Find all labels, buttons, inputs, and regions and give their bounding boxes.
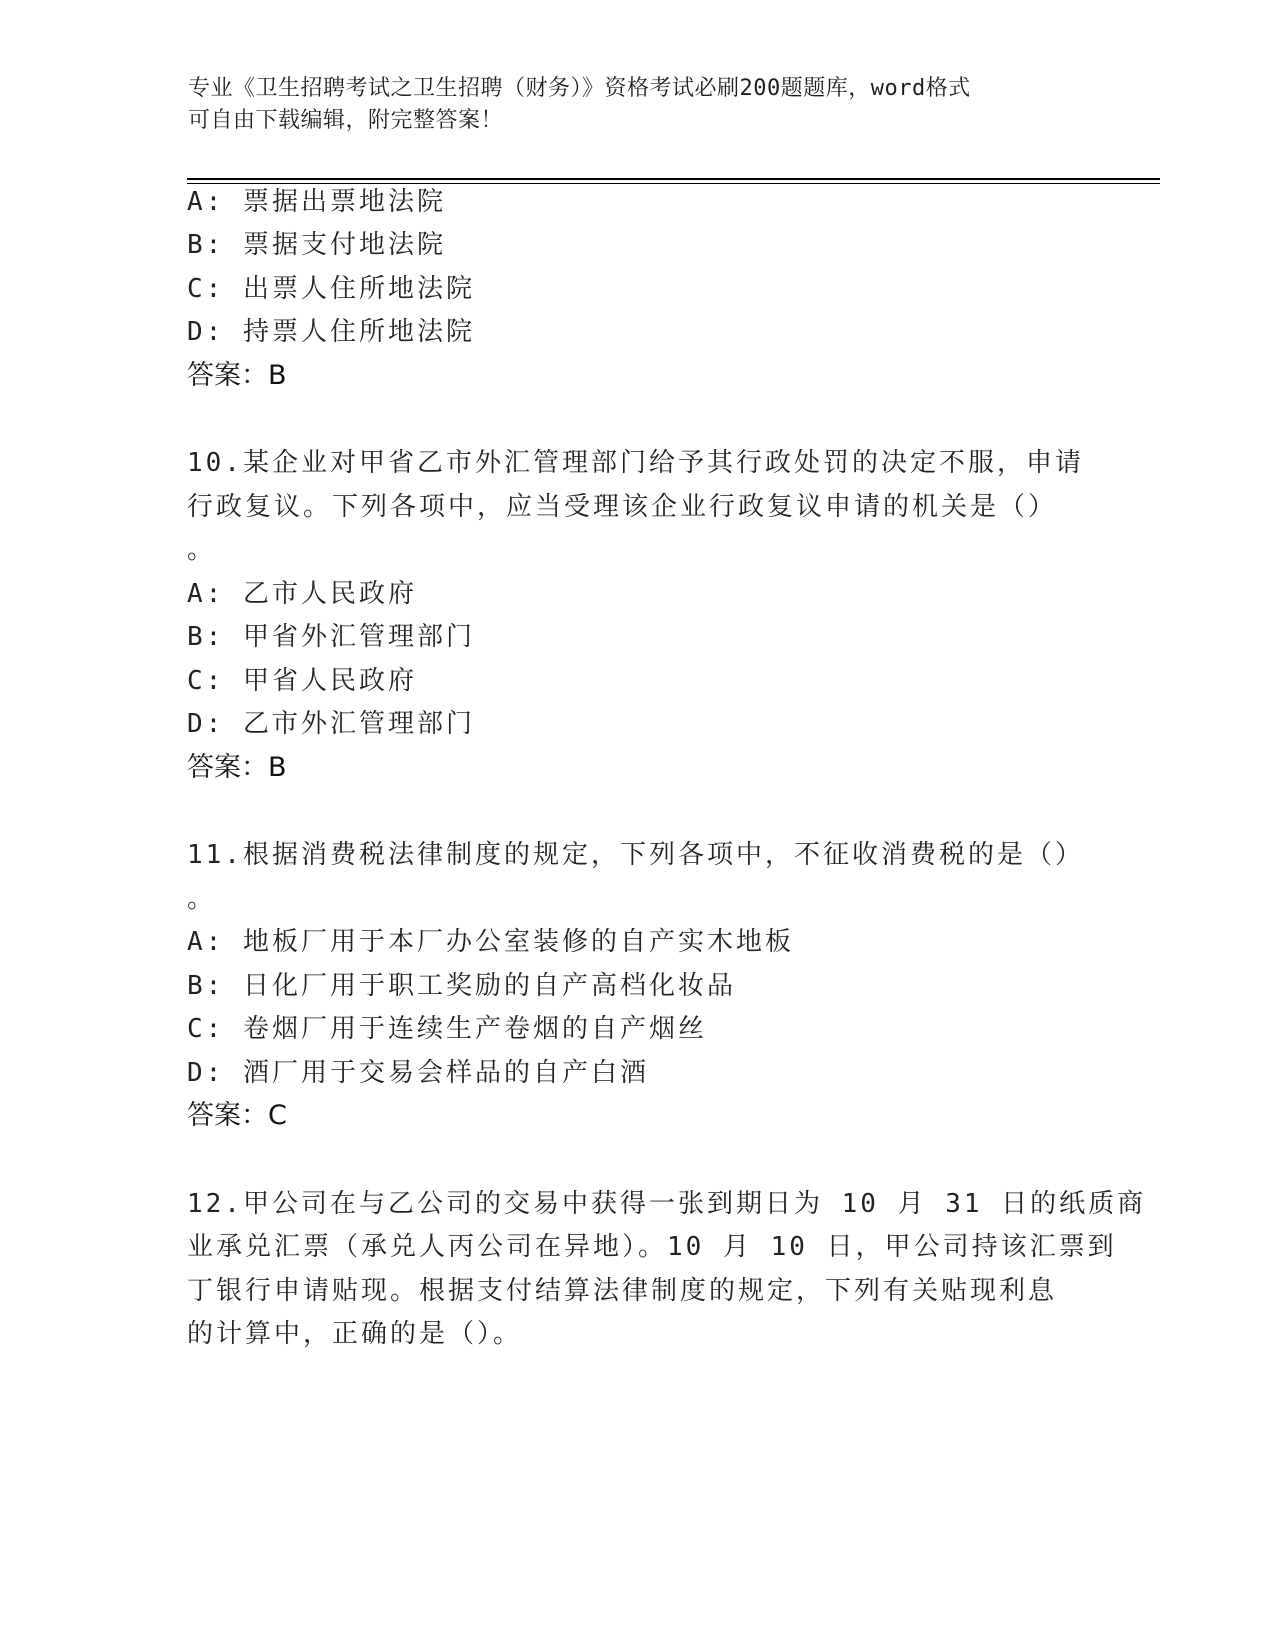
q10-stem-line-1: 10.某企业对甲省乙市外汇管理部门给予其行政处罚的决定不服，申请 <box>187 448 1084 478</box>
header-line-1: 专业《卫生招聘考试之卫生招聘（财务）》资格考试必刷200题题库，word格式 <box>188 76 971 101</box>
q11-option-c: C: 卷烟厂用于连续生产卷烟的自产烟丝 <box>187 1014 707 1044</box>
document-header <box>188 73 1068 137</box>
q11-option-d: D: 酒厂用于交易会样品的自产白酒 <box>187 1058 649 1088</box>
q10-stem-line-3: 。 <box>187 535 217 565</box>
q10-answer: 答案：B <box>187 752 287 783</box>
q11-stem-line-1: 11.根据消费税法律制度的规定，下列各项中，不征收消费税的是（） <box>187 840 1084 870</box>
header-rule-thick <box>187 178 1160 180</box>
q10-stem-line-2: 行政复议。下列各项中，应当受理该企业行政复议申请的机关是（） <box>187 492 1058 522</box>
q9-answer: 答案：B <box>187 360 287 391</box>
q10-option-b: B: 甲省外汇管理部门 <box>187 622 475 652</box>
header-line-2: 可自由下载编辑，附完整答案！ <box>188 108 504 133</box>
header-rule-thin <box>187 183 1160 184</box>
q9-option-d: D: 持票人住所地法院 <box>187 317 475 347</box>
q9-option-c: C: 出票人住所地法院 <box>187 274 475 304</box>
q11-stem-line-2: 。 <box>187 884 217 914</box>
q12-stem-line-4: 的计算中，正确的是（）。 <box>187 1319 523 1349</box>
q11-option-a: A: 地板厂用于本厂办公室装修的自产实木地板 <box>187 927 794 957</box>
q11-option-b: B: 日化厂用于职工奖励的自产高档化妆品 <box>187 971 736 1001</box>
q12-stem-line-3: 丁银行申请贴现。根据支付结算法律制度的规定，下列有关贴现利息 <box>187 1276 1058 1306</box>
q12-stem-line-1: 12.甲公司在与乙公司的交易中获得一张到期日为 10 月 31 日的纸质商 <box>187 1189 1147 1219</box>
q10-option-d: D: 乙市外汇管理部门 <box>187 709 475 739</box>
q9-option-b: B: 票据支付地法院 <box>187 230 446 260</box>
q9-option-a: A: 票据出票地法院 <box>187 187 446 217</box>
q11-answer: 答案：C <box>187 1100 287 1131</box>
q10-option-c: C: 甲省人民政府 <box>187 666 417 696</box>
q12-stem-line-2: 业承兑汇票（承兑人丙公司在异地）。10 月 10 日，甲公司持该汇票到 <box>187 1232 1117 1262</box>
q10-option-a: A: 乙市人民政府 <box>187 579 417 609</box>
